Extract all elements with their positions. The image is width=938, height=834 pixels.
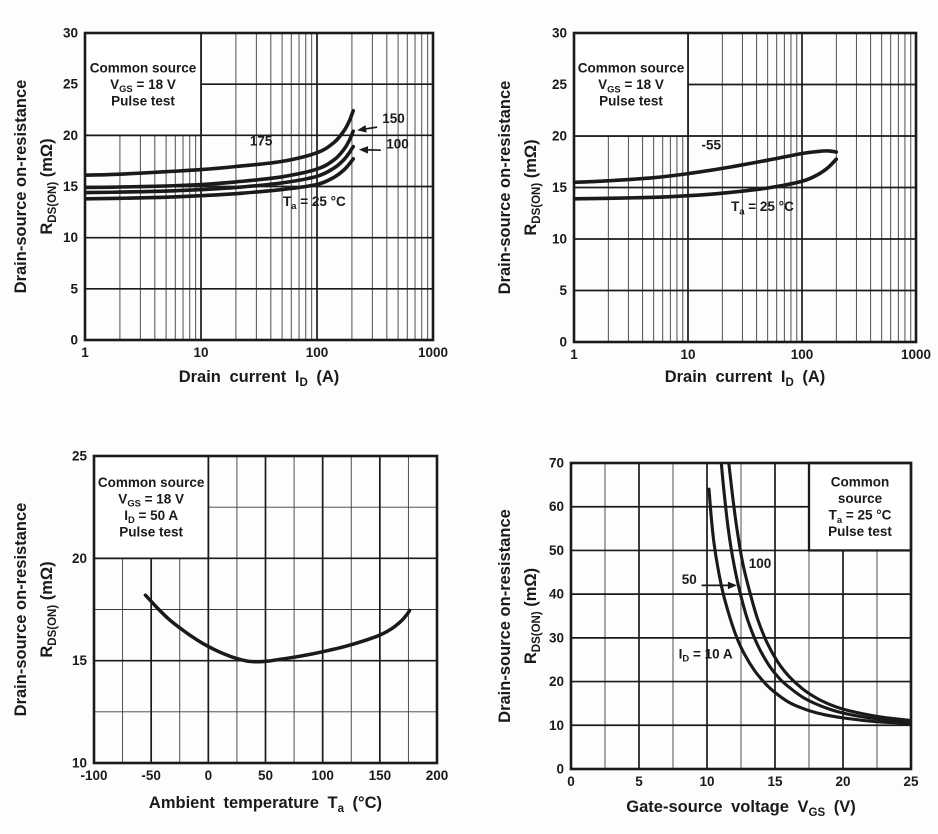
svg-text:100: 100	[748, 555, 772, 571]
svg-text:Pulse test: Pulse test	[111, 93, 175, 109]
svg-text:10: 10	[680, 347, 696, 362]
x-axis-title: Drain current $I_D$ (A)	[664, 368, 826, 389]
x-tick-labels	[567, 774, 919, 789]
svg-text:15: 15	[62, 179, 78, 194]
svg-text:10: 10	[551, 231, 567, 247]
svg-text:100: 100	[790, 347, 814, 362]
y-axis-title-line2: $R_{DS(ON)}$ (mΩ)	[38, 561, 59, 658]
svg-text:VGS = 18 V: $V_{GS} = 18$ V	[598, 77, 664, 95]
svg-text:VGS = 18 V: $V_{GS} = 18$ V	[118, 491, 185, 509]
curve-label	[679, 646, 733, 663]
svg-text:Ta = 25 °C: $T_a = 25$ °C	[283, 193, 346, 212]
y-axis-title-line2: $R_{DS(ON)}$ (mΩ)	[522, 567, 543, 665]
y-axis-title-line2: $R_{DS(ON)}$ (mΩ)	[38, 138, 59, 235]
x-axis-title: Ambient temperature $T_a$ (°C)	[148, 794, 383, 815]
svg-text:10: 10	[548, 717, 564, 733]
svg-text:15: 15	[71, 653, 87, 669]
svg-text:40: 40	[548, 586, 564, 602]
svg-text:Common: Common	[830, 474, 890, 490]
svg-text:Pulse test: Pulse test	[828, 524, 892, 540]
svg-text:20: 20	[551, 128, 567, 144]
conditions-annotation	[809, 463, 911, 550]
svg-text:Ta = 25 °C: $T_a = 25$ °C	[828, 507, 892, 525]
x-axis-title: Drain current $I_D$ (A)	[178, 368, 340, 389]
svg-text:1000: 1000	[417, 345, 449, 360]
svg-text:1: 1	[81, 345, 89, 360]
svg-text:100: 100	[386, 136, 409, 152]
x-axis-title: Gate-source voltage $V_{GS}$ (V)	[626, 798, 856, 819]
svg-text:100: 100	[311, 768, 334, 783]
svg-text:25: 25	[62, 76, 78, 92]
svg-text:Common source: Common source	[89, 60, 197, 76]
svg-text:15: 15	[551, 180, 567, 195]
svg-text:Pulse test: Pulse test	[119, 524, 184, 540]
svg-text:Pulse test: Pulse test	[599, 93, 663, 109]
svg-text:10: 10	[193, 345, 209, 360]
svg-text:20: 20	[835, 774, 851, 789]
y-axis-title-line2: $R_{DS(ON)}$ (mΩ)	[522, 139, 543, 236]
svg-text:20: 20	[71, 550, 87, 566]
svg-text:Common source: Common source	[577, 60, 685, 76]
svg-text:20: 20	[548, 674, 564, 690]
svg-text:0: 0	[559, 334, 567, 350]
svg-text:ID = 10 A: $I_D = 10$ A	[678, 646, 733, 664]
svg-text:Common source: Common source	[97, 475, 205, 491]
svg-text:-50: -50	[141, 768, 161, 783]
svg-text:25: 25	[903, 774, 919, 789]
svg-text:5: 5	[559, 283, 567, 298]
svg-text:10: 10	[71, 755, 87, 771]
svg-text:70: 70	[548, 455, 564, 471]
svg-text:15: 15	[767, 774, 783, 789]
svg-text:10: 10	[62, 230, 78, 246]
svg-text:-100: -100	[80, 768, 108, 783]
svg-text:30: 30	[551, 25, 567, 41]
svg-text:ID = 50 A: $I_D = 50$ A	[124, 508, 179, 526]
svg-text:20: 20	[62, 127, 78, 143]
svg-text:100: 100	[305, 345, 329, 360]
svg-text:30: 30	[548, 630, 564, 646]
svg-text:50: 50	[681, 572, 697, 588]
svg-text:0: 0	[204, 768, 213, 783]
svg-text:25: 25	[551, 77, 567, 92]
svg-text:0: 0	[556, 761, 564, 777]
svg-text:150: 150	[368, 768, 392, 783]
svg-text:50: 50	[548, 542, 564, 558]
svg-text:200: 200	[425, 768, 449, 783]
y-axis-title-line1: Drain-source on-resistance	[12, 502, 30, 717]
curve-label	[682, 572, 737, 589]
y-axis-title-line1: Drain-source on-resistance	[12, 79, 30, 294]
svg-text:-55: -55	[701, 137, 722, 153]
curve-label	[749, 556, 772, 571]
svg-text:25: 25	[71, 448, 87, 464]
svg-text:Ta = 25 °C: $T_a = 25$ °C	[731, 199, 794, 217]
svg-text:0: 0	[70, 332, 78, 348]
svg-text:source: source	[837, 491, 883, 507]
y-axis-title-line1: Drain-source on-resistance	[496, 80, 514, 295]
svg-text:5: 5	[70, 281, 78, 297]
svg-text:50: 50	[257, 768, 274, 783]
y-tick-labels	[549, 456, 564, 777]
svg-text:60: 60	[548, 499, 564, 515]
svg-text:175: 175	[249, 133, 273, 149]
svg-text:VGS = 18 V: $V_{GS} = 18$ V	[110, 76, 176, 94]
svg-text:0: 0	[567, 774, 575, 789]
y-axis-title-line1: Drain-source on-resistance	[496, 509, 514, 723]
svg-text:5: 5	[635, 774, 643, 789]
svg-text:1000: 1000	[900, 347, 932, 362]
svg-text:30: 30	[62, 25, 78, 41]
svg-text:10: 10	[699, 774, 715, 789]
svg-text:1: 1	[570, 347, 578, 362]
svg-text:150: 150	[382, 111, 405, 127]
